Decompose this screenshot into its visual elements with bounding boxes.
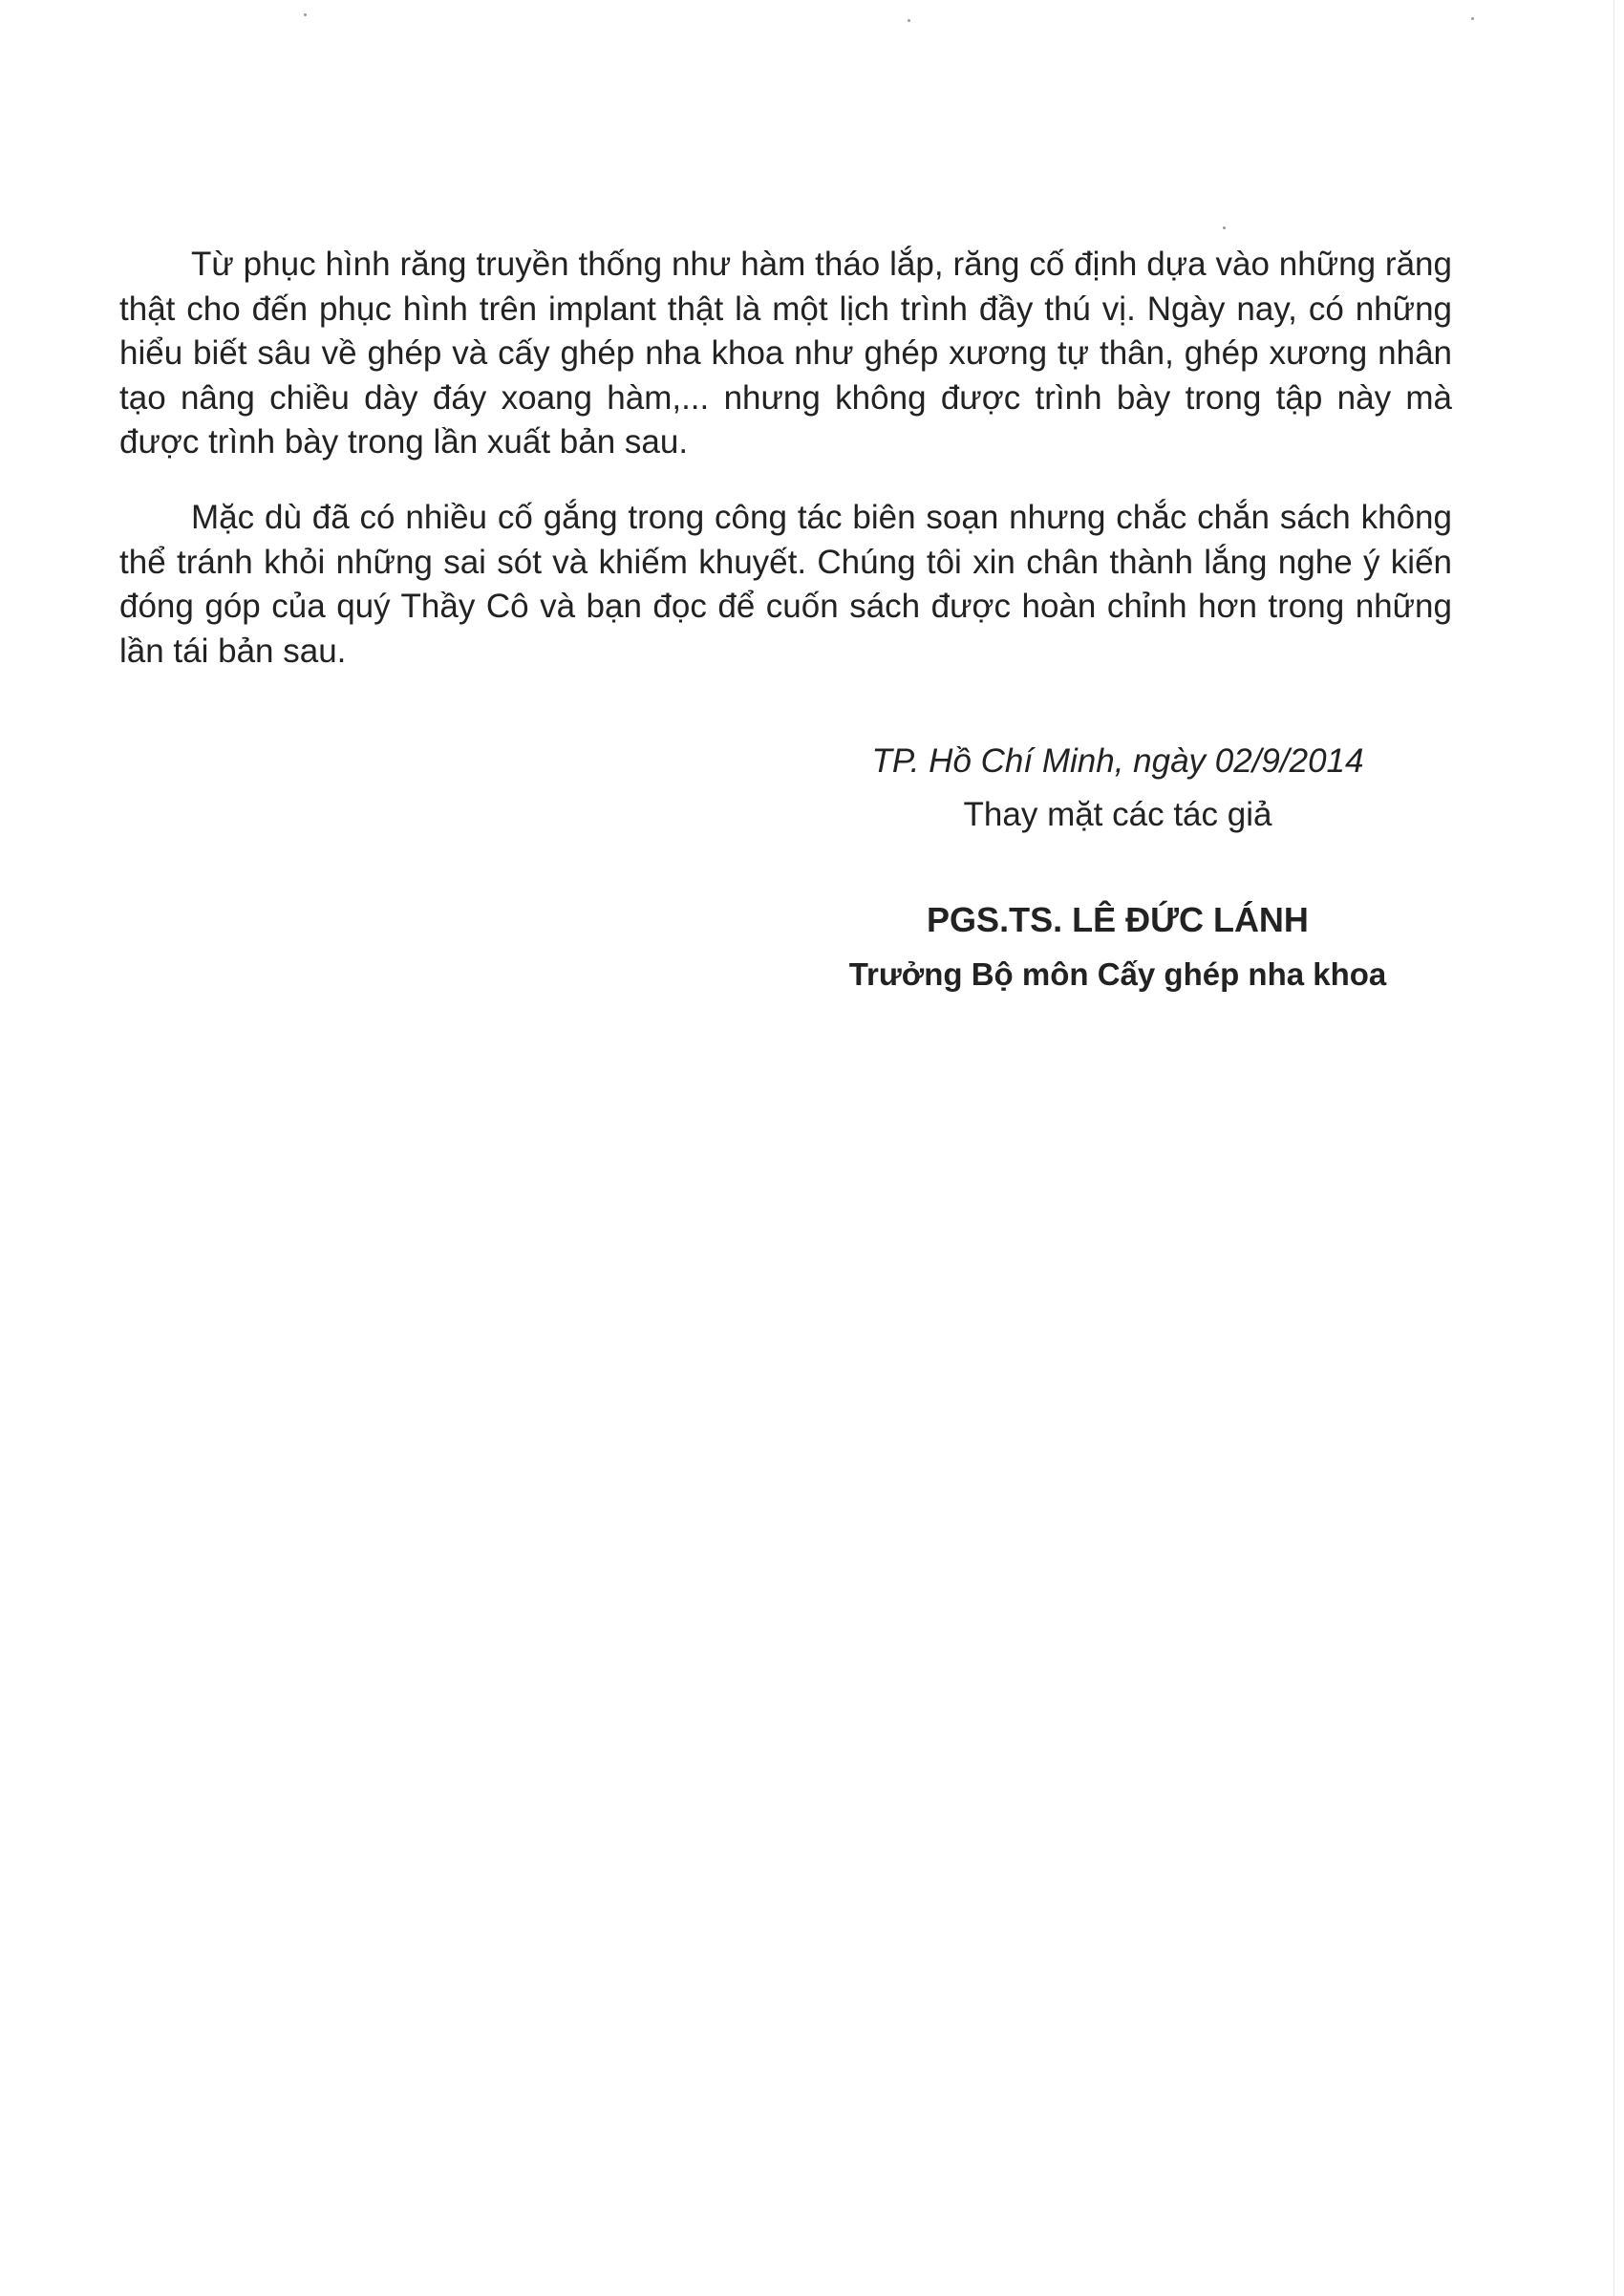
scan-speck [1223,226,1226,229]
signature-on-behalf: Thay mặt các tác giả [963,796,1272,833]
scan-speck [908,19,910,22]
intro-paragraph-1: Từ phục hình răng truyền thống như hàm tháo lắp, răng cố định dựa vào những răng thật cho đến phục hình trên implant thật là một lịch trình đầy thú vị. Ngày nay, có những hiểu biết sâu về ghép và cấy ghép nha khoa như ghép xương tự thân, ghép xương nhân tạo nâng chiều dày đáy xoang hàm,... nhưng không được trình bày trong tập này mà được trình bày trong lần xuất bản sau. [119,246,1452,461]
page-edge [1613,0,1614,2296]
scan-speck [1471,17,1474,20]
intro-paragraph-2: Mặc dù đã có nhiều cố gắng trong công tác biên soạn nhưng chắc chắn sách không thể tránh khỏi những sai sót và khiếm khuyết. Chúng tôi xin chân thành lắng nghe ý kiến đóng góp của quý Thầy Cô và bạn đọc để cuốn sách được hoàn chỉnh hơn trong những lần tái bản sau. [119,499,1452,670]
signature-author-title: Trưởng Bộ môn Cấy ghép nha khoa [848,956,1387,992]
signature-author-name: PGS.TS. LÊ ĐỨC LÁNH [927,900,1309,939]
scan-speck [304,13,307,16]
signature-place-date: TP. Hồ Chí Minh, ngày 02/9/2014 [871,742,1364,780]
